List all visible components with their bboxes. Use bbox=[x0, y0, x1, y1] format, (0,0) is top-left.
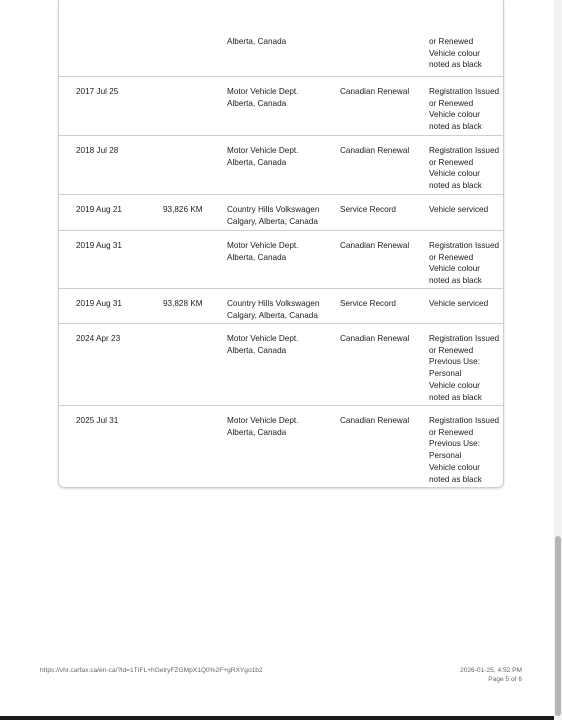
details-cell-line: Vehicle colour bbox=[429, 380, 480, 390]
source-cell-line: Motor Vehicle Dept. bbox=[227, 416, 299, 425]
record-type-cell: Canadian Renewal bbox=[340, 334, 410, 343]
date-cell: 2018 Jul 28 bbox=[76, 146, 119, 155]
details-cell-line: Previous Use: bbox=[429, 357, 480, 367]
source-cell-line: Alberta, Canada bbox=[227, 98, 287, 108]
scrollbar-thumb[interactable] bbox=[555, 536, 561, 716]
date-cell: 2025 Jul 31 bbox=[76, 416, 119, 425]
details-cell bbox=[429, 86, 504, 133]
details-cell-line: or Renewed bbox=[429, 345, 474, 355]
record-type-cell: Canadian Renewal bbox=[340, 416, 410, 425]
date-cell: 2019 Aug 31 bbox=[76, 299, 122, 308]
source-cell-line: Alberta, Canada bbox=[227, 427, 287, 437]
details-cell-line: Vehicle colour bbox=[429, 110, 480, 120]
vehicle-history-table bbox=[58, 0, 504, 488]
details-cell-line: or Renewed bbox=[429, 427, 474, 437]
details-cell-line: noted as black bbox=[429, 392, 482, 402]
table-row bbox=[59, 324, 503, 406]
table-row bbox=[59, 136, 503, 195]
details-cell-line: Vehicle serviced bbox=[429, 299, 489, 308]
source-cell bbox=[227, 36, 332, 48]
details-cell-line: or Renewed bbox=[429, 37, 474, 46]
details-cell-line: Registration Issued bbox=[429, 146, 500, 155]
source-cell bbox=[227, 298, 332, 321]
table-row bbox=[59, 77, 503, 136]
details-cell-line: Vehicle colour bbox=[429, 462, 480, 472]
details-cell-line: noted as black bbox=[429, 181, 482, 191]
record-type-cell: Service Record bbox=[340, 205, 396, 214]
record-type-cell: Canadian Renewal bbox=[340, 87, 410, 96]
details-cell-line: or Renewed bbox=[429, 157, 474, 167]
details-cell-line: noted as black bbox=[429, 122, 482, 132]
details-cell-line: Vehicle colour bbox=[429, 264, 480, 274]
source-cell-line: Alberta, Canada bbox=[227, 157, 287, 167]
source-cell bbox=[227, 333, 332, 356]
source-cell bbox=[227, 145, 332, 168]
details-cell-line: Vehicle colour bbox=[429, 169, 480, 179]
record-type-cell: Canadian Renewal bbox=[340, 146, 410, 155]
details-cell-line: noted as black bbox=[429, 60, 482, 70]
source-cell-line: Alberta, Canada bbox=[227, 252, 287, 262]
source-cell-line: Motor Vehicle Dept. bbox=[227, 241, 299, 250]
details-cell bbox=[429, 415, 504, 485]
footer-page-number: Page 5 of 6 bbox=[488, 675, 522, 683]
date-cell: 2024 Apr 23 bbox=[76, 334, 121, 343]
details-cell-line: Vehicle serviced bbox=[429, 205, 489, 214]
details-cell-line: Registration Issued bbox=[429, 334, 500, 343]
footer-datetime: 2026-01-25, 4:52 PM bbox=[460, 667, 522, 674]
table-row bbox=[59, 289, 503, 324]
source-cell bbox=[227, 86, 332, 109]
details-cell bbox=[429, 298, 504, 310]
table-row bbox=[59, 195, 503, 231]
record-type-cell: Canadian Renewal bbox=[340, 241, 410, 250]
source-cell bbox=[227, 204, 332, 227]
details-cell-line: Previous Use: bbox=[429, 439, 480, 449]
details-cell bbox=[429, 333, 504, 403]
source-cell-line: Country Hills Volkswagen bbox=[227, 299, 320, 308]
odometer-cell: 93,828 KM bbox=[163, 299, 203, 308]
details-cell-line: Registration Issued bbox=[429, 87, 500, 96]
details-cell-line: Registration Issued bbox=[429, 416, 500, 425]
date-cell: 2019 Aug 21 bbox=[76, 205, 122, 214]
table-row bbox=[59, 406, 503, 488]
details-cell bbox=[429, 240, 504, 287]
source-cell-line: Alberta, Canada bbox=[227, 37, 287, 46]
details-cell bbox=[429, 145, 504, 192]
details-cell bbox=[429, 36, 504, 71]
details-cell-line: noted as black bbox=[429, 474, 482, 484]
vertical-scrollbar[interactable] bbox=[554, 0, 562, 720]
details-cell bbox=[429, 204, 504, 216]
table-row bbox=[59, 0, 503, 77]
source-cell-line: Alberta, Canada bbox=[227, 345, 287, 355]
source-cell-line: Calgary, Alberta, Canada bbox=[227, 310, 318, 320]
footer-meta bbox=[460, 667, 522, 684]
date-cell: 2017 Jul 25 bbox=[76, 87, 119, 96]
record-type-cell: Service Record bbox=[340, 299, 396, 308]
odometer-cell: 93,826 KM bbox=[163, 205, 203, 214]
source-cell bbox=[227, 415, 332, 438]
source-cell-line: Calgary, Alberta, Canada bbox=[227, 216, 318, 226]
table-row bbox=[59, 231, 503, 289]
details-cell-line: Vehicle colour bbox=[429, 48, 480, 58]
footer-url: https://vhr.carfax.ca/en-ca/?id=1TIFL+hGelryFZGMpX1Q0%2F+gRXYgo1b2 bbox=[40, 667, 263, 674]
details-cell-line: Personal bbox=[429, 369, 462, 379]
date-cell: 2019 Aug 31 bbox=[76, 241, 122, 250]
details-cell-line: Personal bbox=[429, 451, 462, 461]
details-cell-line: or Renewed bbox=[429, 98, 474, 108]
source-cell-line: Motor Vehicle Dept. bbox=[227, 334, 299, 343]
details-cell-line: or Renewed bbox=[429, 252, 474, 262]
source-cell bbox=[227, 240, 332, 263]
source-cell-line: Motor Vehicle Dept. bbox=[227, 87, 299, 96]
source-cell-line: Motor Vehicle Dept. bbox=[227, 146, 299, 155]
details-cell-line: Registration Issued bbox=[429, 241, 500, 250]
source-cell-line: Country Hills Volkswagen bbox=[227, 205, 320, 214]
details-cell-line: noted as black bbox=[429, 276, 482, 286]
